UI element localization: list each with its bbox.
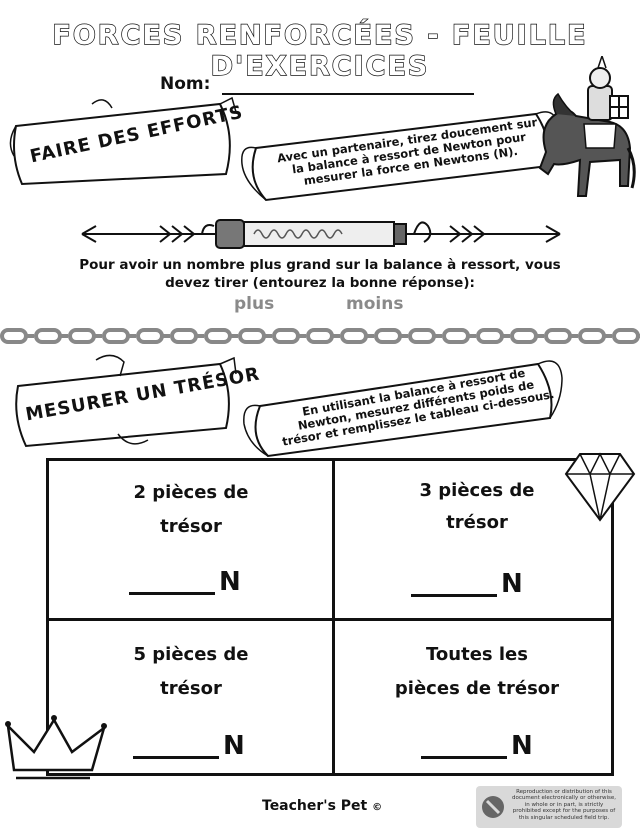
- crown-icon: [4, 712, 110, 784]
- choice-moins[interactable]: moins: [346, 294, 404, 314]
- section2-instruction: En utilisant la balance à ressort de Newton, mesurez différents poids de trésor et remplissez le tableau ci-dessous.: [281, 365, 556, 449]
- brand-name: Teacher's Pet: [262, 798, 368, 814]
- answer-field[interactable]: [411, 571, 523, 597]
- cell-label-line1: 2 pièces de: [133, 482, 249, 503]
- cell-label-line2: trésor: [446, 512, 508, 533]
- answer-blank[interactable]: [421, 742, 507, 759]
- cell-label-line2: trésor: [160, 678, 222, 699]
- section1-banner-text: FAIRE DES EFFORTS: [28, 101, 246, 168]
- disclaimer-box: [476, 786, 622, 828]
- chain-divider: [0, 325, 640, 347]
- cell-label-line1: 3 pièces de: [419, 480, 535, 501]
- worksheet-title: FORCES RENFORCÉES - FEUILLE D'EXERCICES: [52, 20, 588, 82]
- choice-plus[interactable]: plus: [234, 294, 275, 314]
- table-cell-all-pieces: [335, 621, 619, 779]
- brand-mark: ©: [372, 802, 383, 813]
- name-label: Nom:: [160, 74, 211, 94]
- answer-field[interactable]: [133, 733, 245, 759]
- cell-label-line2: trésor: [160, 516, 222, 537]
- knight-on-horse-illustration: [528, 56, 640, 206]
- footer-brand: [262, 798, 382, 814]
- cell-label-line1: 5 pièces de: [133, 644, 249, 665]
- no-copy-icon: [480, 794, 506, 820]
- unit-label: N: [511, 731, 533, 761]
- spring-scale-illustration: [78, 212, 564, 256]
- unit-label: N: [501, 569, 523, 599]
- answer-field[interactable]: [129, 569, 241, 595]
- cell-label-line1: Toutes les: [426, 644, 528, 665]
- answer-field[interactable]: [421, 733, 533, 759]
- section2-banner-text: MESURER UN TRÉSOR: [23, 363, 262, 426]
- answer-blank[interactable]: [411, 580, 497, 597]
- unit-label: N: [219, 567, 241, 597]
- section1-instruction: Avec un partenaire, tirez doucement sur la balance à ressort de Newton pour mesurer la force en Newtons (N).: [276, 114, 539, 188]
- measurement-table: [46, 458, 614, 776]
- name-line: [222, 93, 474, 95]
- unit-label: N: [223, 731, 245, 761]
- force-question: Pour avoir un nombre plus grand sur la balance à ressort, vous devez tirer (entourez la bonne réponse):: [79, 257, 561, 291]
- cell-label-line2: pièces de trésor: [394, 678, 560, 699]
- answer-blank[interactable]: [129, 578, 215, 595]
- disclaimer-text: Reproduction or distribution of this document electronically or otherwise, in whole or in part, is strictly prohibited except for the purposes of this singular scheduled field trip.: [512, 789, 616, 821]
- answer-blank[interactable]: [133, 742, 219, 759]
- diamond-icon: [562, 446, 638, 524]
- table-cell-2-pieces: [49, 461, 333, 619]
